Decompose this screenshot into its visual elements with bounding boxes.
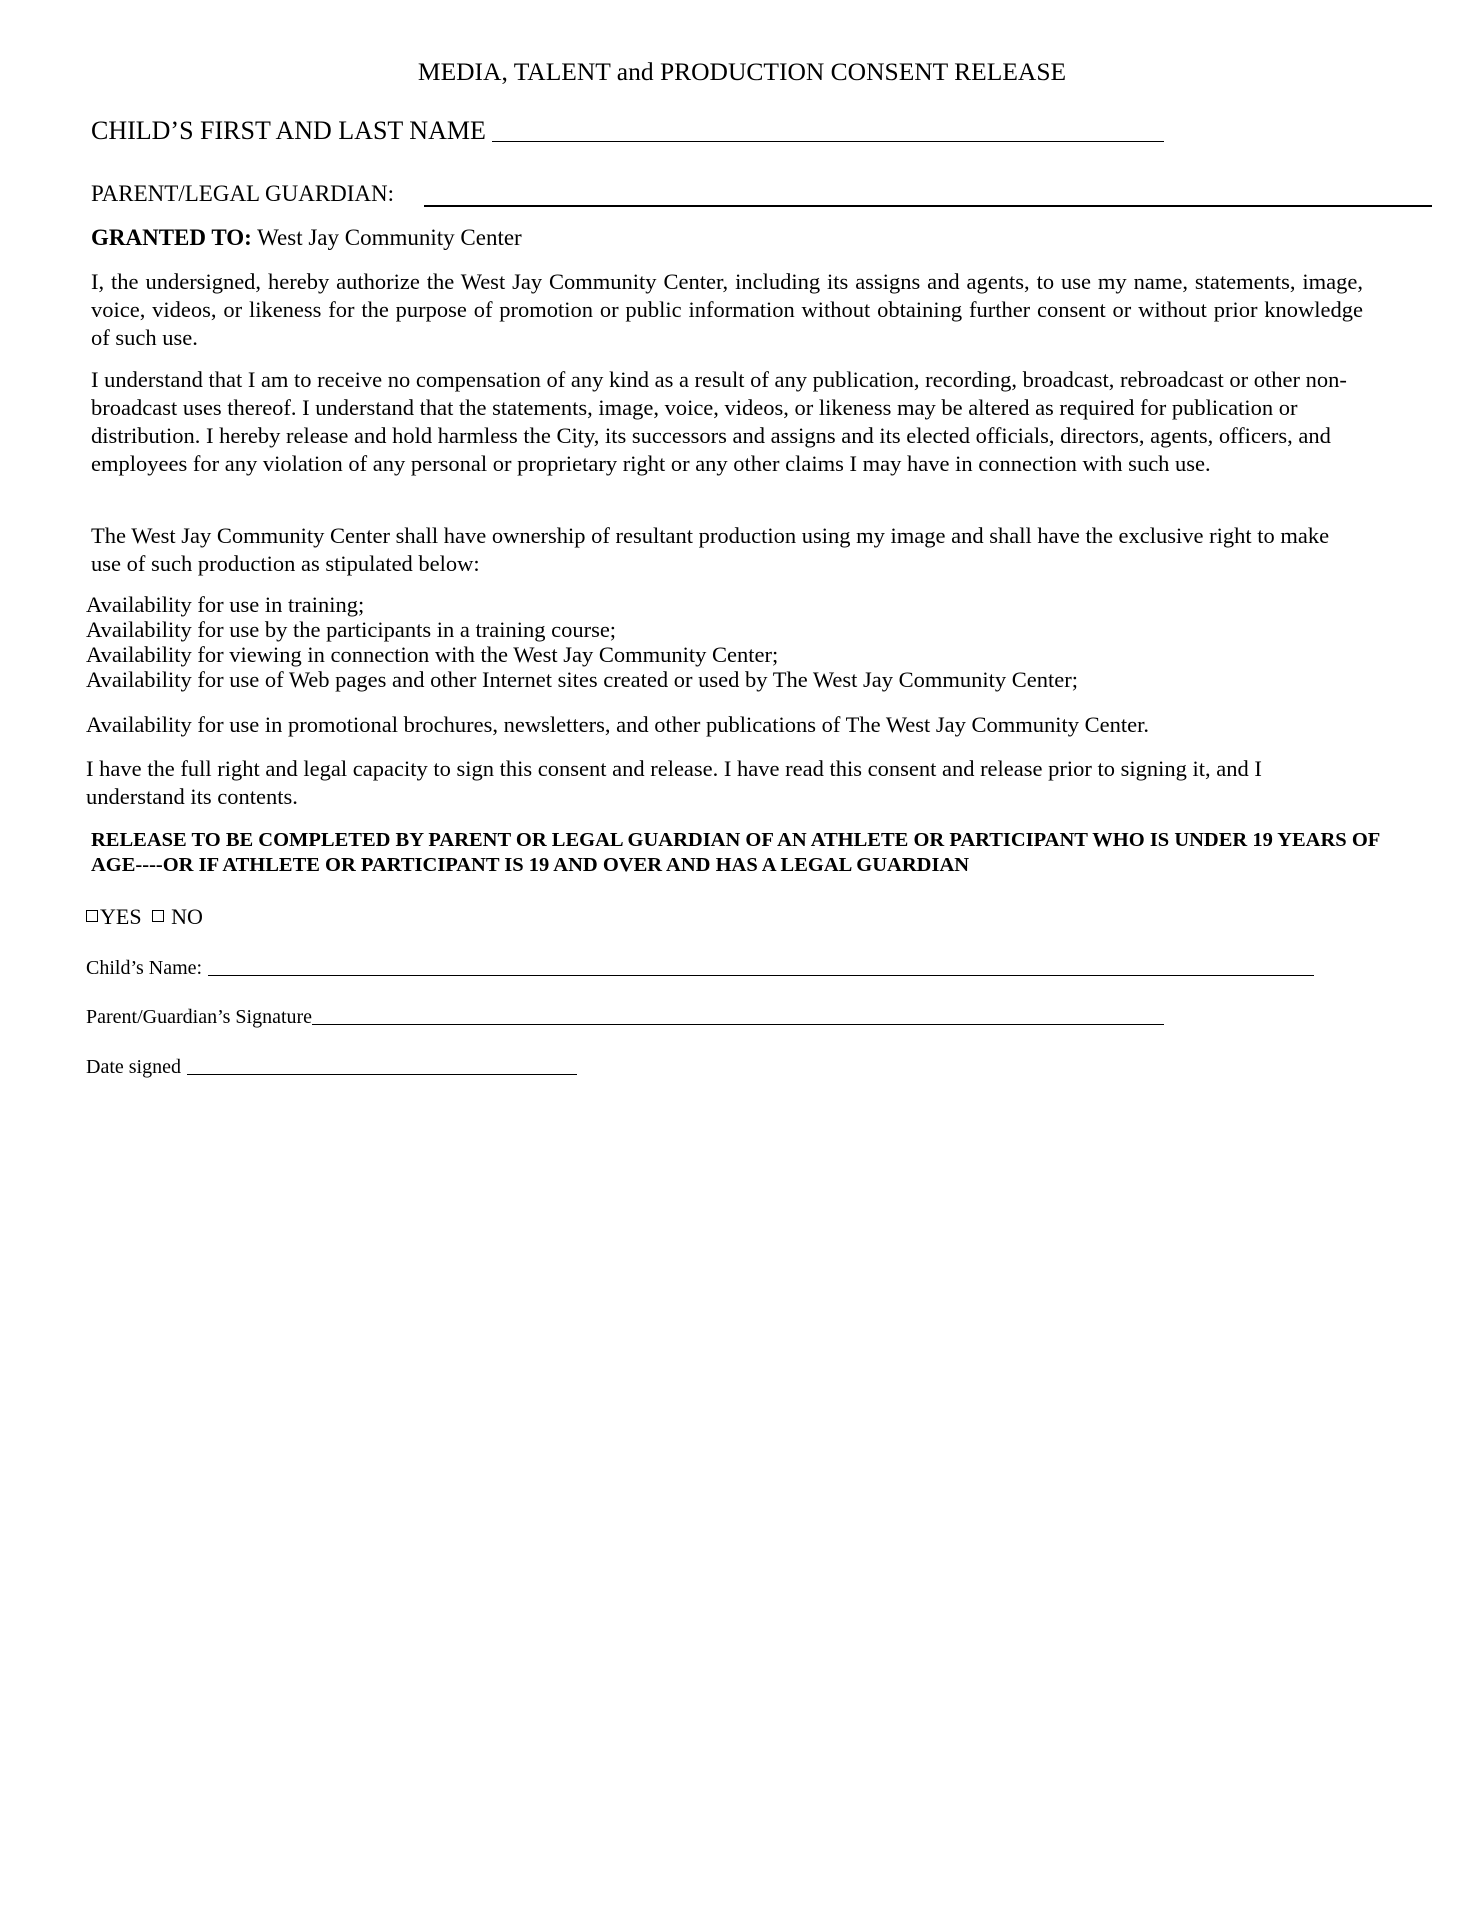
parent-signature-field-row bbox=[86, 1004, 1164, 1030]
yes-no-choice bbox=[86, 903, 203, 931]
parent-legal-guardian-row bbox=[91, 180, 394, 208]
date-signed-label: Date signed bbox=[86, 1056, 181, 1078]
document-title: MEDIA, TALENT and PRODUCTION CONSENT RELEASE bbox=[417, 57, 1067, 86]
availability-list bbox=[86, 592, 1078, 692]
capacity-statement: I have the full right and legal capacity to sign this consent and release. I have read this consent and release prior to signing it, and I understand its contents. bbox=[86, 756, 1262, 809]
no-checkbox[interactable] bbox=[152, 910, 164, 922]
date-signed-field-row bbox=[86, 1054, 577, 1080]
availability-item: Availability for use in training; bbox=[86, 592, 365, 617]
parent-signature-blank[interactable] bbox=[312, 1024, 1164, 1025]
availability-publications: Availability for use in promotional brochures, newsletters, and other publications of The West Jay Community Center. bbox=[86, 712, 1149, 737]
parent-legal-guardian-blank[interactable] bbox=[424, 205, 1432, 207]
availability-item: Availability for use of Web pages and other Internet sites created or used by The West Jay Community Center; bbox=[86, 667, 1078, 692]
parent-signature-label: Parent/Guardian’s Signature bbox=[86, 1006, 313, 1028]
granted-to-value: West Jay Community Center bbox=[257, 225, 522, 250]
granted-to-label: GRANTED TO: bbox=[91, 225, 252, 250]
child-first-last-name-label: CHILD’S FIRST AND LAST NAME bbox=[91, 116, 486, 145]
child-name-label: Child’s Name: bbox=[86, 957, 203, 979]
child-first-last-name-row bbox=[91, 116, 1164, 146]
no-label: NO bbox=[171, 904, 203, 929]
child-first-last-name-blank[interactable] bbox=[492, 141, 1164, 142]
authorization-paragraph: I, the undersigned, hereby authorize the West Jay Community Center, including its assigns and agents, to use my name, statements, image, voice, videos, or likeness for the purpose of promotion or public information without obtaining further consent or without prior knowledge of such use. bbox=[91, 269, 1363, 350]
yes-checkbox[interactable] bbox=[86, 910, 98, 922]
granted-to-row bbox=[91, 224, 522, 252]
date-signed-blank[interactable] bbox=[187, 1074, 577, 1075]
compensation-paragraph: I understand that I am to receive no compensation of any kind as a result of any publication, recording, broadcast, rebroadcast or other non-broadcast uses thereof. I understand that the statements, image, voice, videos, or likeness may be altered as required for publication or distribution. I hereby release and hold harmless the City, its successors and assigns and its elected officials, directors, agents, officers, and employees for any violation of any personal or proprietary right or any other claims I may have in connection with such use. bbox=[91, 367, 1347, 476]
yes-label: YES bbox=[100, 904, 142, 929]
ownership-paragraph: The West Jay Community Center shall have ownership of resultant production using my image and shall have the exclusive right to make use of such production as stipulated below: bbox=[91, 523, 1330, 576]
parent-legal-guardian-label: PARENT/LEGAL GUARDIAN: bbox=[91, 181, 395, 206]
availability-item: Availability for use by the participants in a training course; bbox=[86, 617, 617, 642]
child-name-blank[interactable] bbox=[208, 975, 1314, 976]
child-name-field-row bbox=[86, 955, 1314, 981]
release-heading: RELEASE TO BE COMPLETED BY PARENT OR LEGAL GUARDIAN OF AN ATHLETE OR PARTICIPANT WHO IS UNDER 19 YEARS OF AGE----OR IF ATHLETE OR PARTICIPANT IS 19 AND OVER AND HAS A LEGAL GUARDIAN bbox=[91, 829, 1380, 876]
availability-item: Availability for viewing in connection with the West Jay Community Center; bbox=[86, 642, 779, 667]
